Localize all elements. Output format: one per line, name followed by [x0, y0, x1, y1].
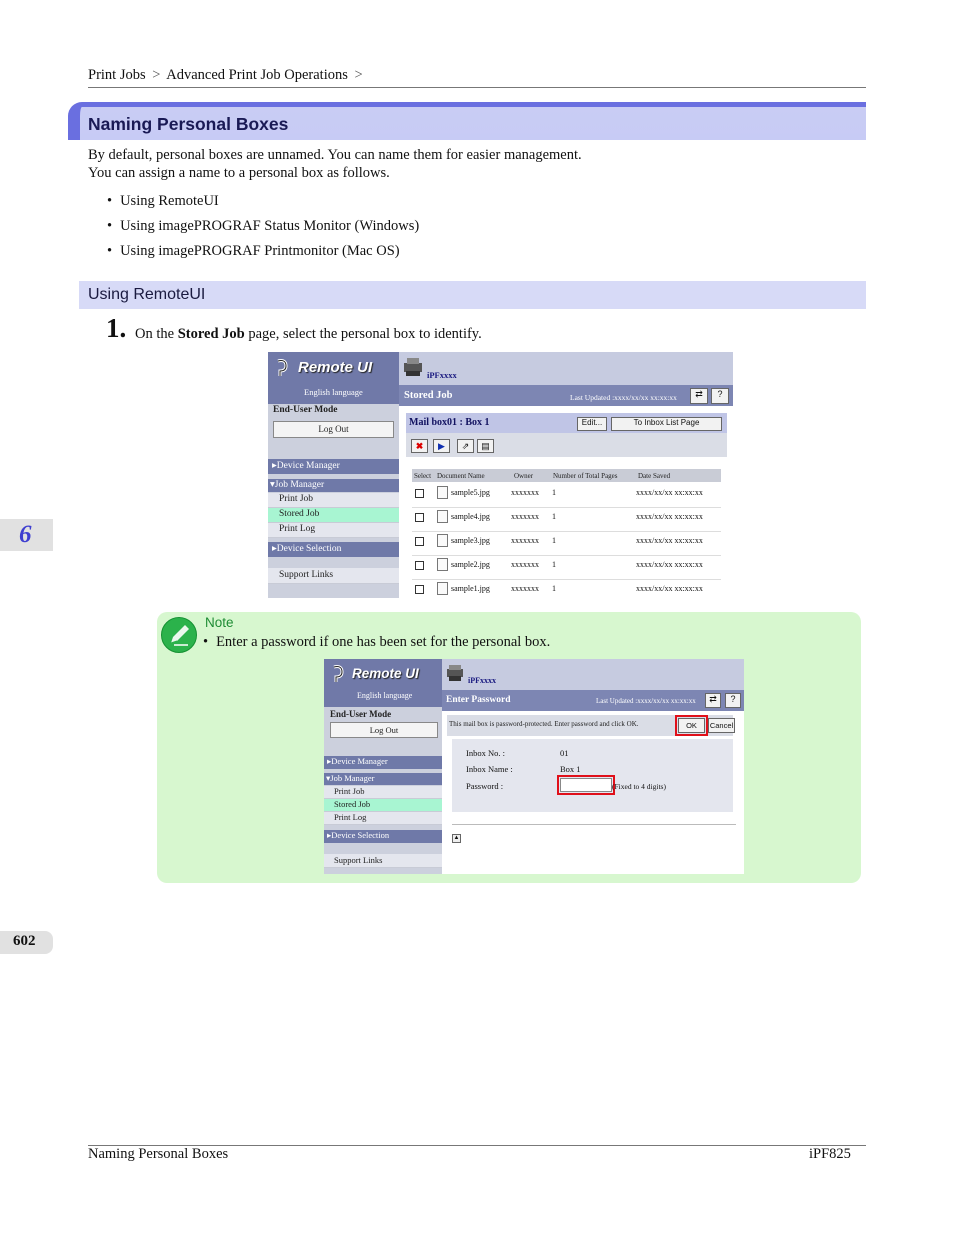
scroll-top-icon[interactable]: ▲	[453, 835, 460, 841]
owner: xxxxxxx	[511, 536, 539, 545]
last-updated: Last Updated :xxxx/xx/xx xx:xx:xx	[570, 393, 677, 402]
breadcrumb	[88, 67, 366, 84]
document-name[interactable]: sample3.jpg	[451, 536, 490, 545]
row-checkbox[interactable]	[415, 561, 424, 570]
inbox-name-label: Inbox Name :	[466, 764, 513, 774]
step-text: On the Stored Job page, select the personal box to identify.	[135, 326, 482, 342]
remote-ui-logo-icon	[330, 665, 346, 683]
printer-header	[399, 352, 733, 385]
password-input[interactable]	[560, 778, 612, 792]
date-saved: xxxx/xx/xx xx:xx:xx	[636, 512, 703, 521]
column-header-document-name: Document Name	[437, 472, 485, 480]
date-saved: xxxx/xx/xx xx:xx:xx	[636, 584, 703, 593]
breadcrumb-item-advanced[interactable]: Advanced Print Job Operations	[166, 67, 348, 83]
stored-job-screenshot	[268, 352, 733, 598]
printer-name: iPFxxxx	[468, 676, 496, 685]
menu-print-log[interactable]: Print Log	[324, 812, 442, 825]
step-number: 1.	[106, 313, 127, 343]
password-message: This mail box is password-protected. Enter password and click OK.	[449, 720, 639, 728]
play-icon: ▶	[438, 441, 445, 451]
menu-support-links[interactable]: Support Links	[324, 854, 442, 868]
column-header-date-saved: Date Saved	[638, 472, 671, 480]
document-icon	[437, 582, 448, 595]
table-row[interactable]	[412, 483, 721, 508]
bullet-item: • Using imagePROGRAF Status Monitor (Windows)	[107, 218, 420, 234]
owner: xxxxxxx	[511, 560, 539, 569]
page-title: Enter Password	[446, 695, 511, 705]
subsection-title: Using RemoteUI	[88, 286, 206, 303]
menu-print-log[interactable]: Print Log	[268, 523, 399, 538]
inbox-no-label: Inbox No. :	[466, 748, 505, 758]
menu-job-manager[interactable]: ▾Job Manager	[324, 773, 442, 785]
help-button[interactable]: ?	[711, 388, 729, 404]
column-header-select: Select	[414, 472, 432, 480]
action-toolbar	[406, 433, 727, 457]
mailbox-title: Mail box01 : Box 1	[409, 417, 490, 428]
ok-button[interactable]: OK	[678, 718, 705, 733]
menu-device-selection[interactable]: ▸Device Selection	[324, 830, 442, 843]
menu-job-manager[interactable]: ▾Job Manager	[268, 479, 399, 492]
remote-ui-logo-icon	[274, 359, 290, 377]
delete-job-button[interactable]	[411, 439, 428, 453]
move-job-button[interactable]	[457, 439, 474, 453]
inbox-name-value: Box 1	[560, 764, 581, 774]
menu-support-links[interactable]: Support Links	[268, 568, 399, 584]
breadcrumb-item-print-jobs[interactable]: Print Jobs	[88, 67, 146, 83]
page-number: 602	[13, 933, 36, 949]
refresh-button[interactable]	[705, 693, 721, 708]
user-mode: End-User Mode	[330, 709, 392, 719]
printer-icon	[402, 356, 424, 378]
enter-password-screenshot	[324, 659, 744, 874]
document-name[interactable]: sample2.jpg	[451, 560, 490, 569]
table-row[interactable]	[412, 579, 721, 598]
refresh-button[interactable]	[690, 388, 708, 404]
pages: 1	[552, 488, 556, 497]
help-button[interactable]: ?	[725, 693, 741, 708]
table-row[interactable]	[412, 507, 721, 532]
user-mode: End-User Mode	[273, 405, 338, 415]
details-icon: ▤	[481, 441, 490, 451]
document-name[interactable]: sample4.jpg	[451, 512, 490, 521]
table-row[interactable]	[412, 531, 721, 556]
bullet-item: • Using imagePROGRAF Printmonitor (Mac OS)	[107, 243, 400, 259]
menu-print-job[interactable]: Print Job	[268, 493, 399, 508]
step-bold-term: Stored Job	[177, 326, 245, 342]
language-link[interactable]: English language	[357, 691, 413, 700]
pages: 1	[552, 536, 556, 545]
print-job-button[interactable]	[433, 439, 450, 453]
printer-icon	[445, 663, 465, 683]
bullet-item: • Using RemoteUI	[107, 193, 219, 209]
menu-device-selection[interactable]: ▸Device Selection	[268, 542, 399, 557]
document-name[interactable]: sample5.jpg	[451, 488, 490, 497]
date-saved: xxxx/xx/xx xx:xx:xx	[636, 560, 703, 569]
column-header-pages: Number of Total Pages	[553, 472, 618, 480]
owner: xxxxxxx	[511, 512, 539, 521]
note-text: • Enter a password if one has been set for the personal box.	[203, 634, 551, 650]
pages: 1	[552, 560, 556, 569]
owner: xxxxxxx	[511, 584, 539, 593]
document-name[interactable]: sample1.jpg	[451, 584, 490, 593]
refresh-icon: ⇄	[709, 694, 717, 704]
footer-model: iPF825	[809, 1146, 851, 1162]
document-icon	[437, 510, 448, 523]
table-row[interactable]	[412, 555, 721, 580]
intro-line-2: You can assign a name to a personal box as follows.	[88, 165, 390, 181]
logout-button[interactable]: Log Out	[330, 722, 438, 738]
column-header-owner: Owner	[514, 472, 534, 480]
date-saved: xxxx/xx/xx xx:xx:xx	[636, 488, 703, 497]
inbox-no-value: 01	[560, 748, 569, 758]
footer-title: Naming Personal Boxes	[88, 1146, 229, 1162]
inbox-list-button[interactable]: To Inbox List Page	[611, 417, 722, 431]
row-checkbox[interactable]	[415, 537, 424, 546]
document-icon	[437, 534, 448, 547]
remote-ui-logo: Remote UI	[352, 666, 419, 681]
edit-button[interactable]: Edit...	[577, 417, 607, 431]
last-updated: Last Updated :xxxx/xx/xx xx:xx:xx	[596, 697, 696, 705]
menu-stored-job[interactable]: Stored Job	[268, 508, 399, 523]
refresh-icon: ⇄	[695, 389, 703, 399]
header-divider	[88, 87, 866, 88]
document-icon	[437, 486, 448, 499]
page-title: Stored Job	[404, 390, 453, 401]
section-title: Naming Personal Boxes	[88, 114, 289, 134]
menu-stored-job[interactable]: Stored Job	[324, 799, 442, 812]
password-hint: (Fixed to 4 digits)	[612, 782, 666, 791]
logout-button[interactable]: Log Out	[273, 421, 394, 438]
language-link[interactable]: English language	[304, 387, 363, 397]
breadcrumb-separator: >	[152, 67, 161, 83]
note-label: Note	[205, 615, 234, 630]
menu-device-manager[interactable]: ▸Device Manager	[268, 459, 399, 474]
subsection-heading	[79, 281, 866, 309]
pencil-icon	[161, 617, 197, 653]
pages: 1	[552, 584, 556, 593]
row-checkbox[interactable]	[415, 489, 424, 498]
menu-print-job[interactable]: Print Job	[324, 786, 442, 799]
breadcrumb-separator: >	[354, 67, 363, 83]
cancel-button[interactable]: Cancel	[708, 718, 735, 733]
page-number-tab	[0, 931, 53, 954]
remote-ui-logo: Remote UI	[298, 359, 373, 376]
date-saved: xxxx/xx/xx xx:xx:xx	[636, 536, 703, 545]
owner: xxxxxxx	[511, 488, 539, 497]
printer-name: iPFxxxx	[427, 370, 457, 380]
row-checkbox[interactable]	[415, 585, 424, 594]
chapter-tab: 6	[0, 519, 53, 551]
section-heading	[68, 102, 866, 140]
document-icon	[437, 558, 448, 571]
pages: 1	[552, 512, 556, 521]
delete-icon: ✖	[415, 441, 424, 451]
menu-device-manager[interactable]: ▸Device Manager	[324, 756, 442, 769]
divider	[452, 824, 736, 825]
row-checkbox[interactable]	[415, 513, 424, 522]
move-icon: ⇗	[461, 441, 470, 451]
password-label: Password :	[466, 781, 504, 791]
printer-header	[442, 659, 744, 690]
job-details-button[interactable]	[477, 439, 494, 453]
intro-line-1: By default, personal boxes are unnamed. You can name them for easier management.	[88, 147, 582, 163]
